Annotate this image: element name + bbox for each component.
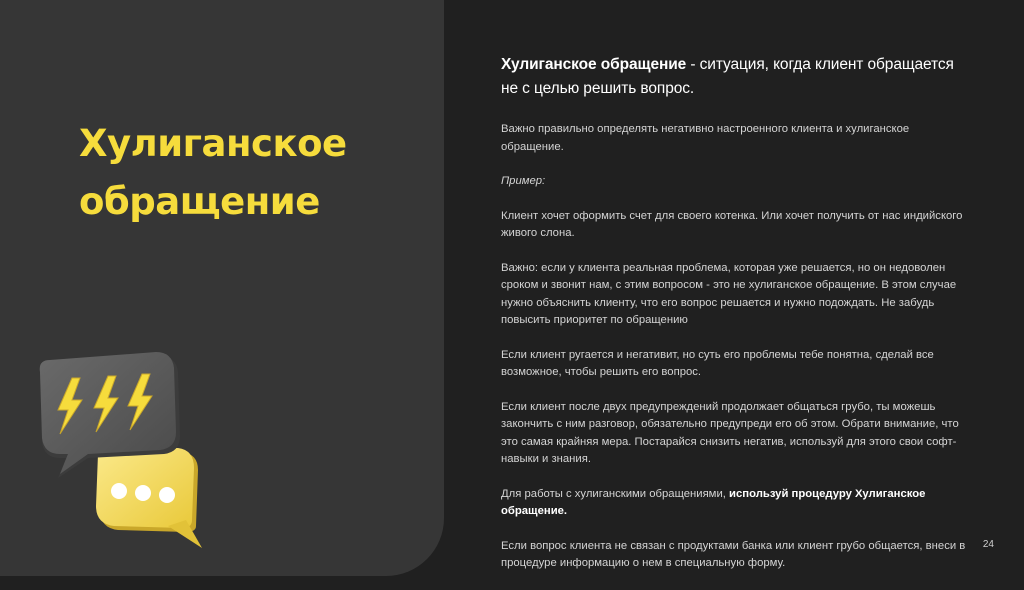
- chat-bubbles-lightning-icon: [36, 350, 206, 550]
- slide-title: [79, 115, 347, 231]
- paragraph-important-note: Важно: если у клиента реальная проблема, которая уже решается, но он недоволен сроком и звонит нам, с этим вопросом - это не хулиганское обращение. В этом случае нужно объяснить клиенту, что его вопрос решается и нужно подождать. Не забудь повысить приоритет по обращению: [501, 261, 957, 326]
- page-number: 24: [982, 539, 994, 550]
- paragraph-negative-client: Если клиент ругается и негативит, но суть его проблемы тебе понятна, сделай все возможное, чтобы решить его вопрос.: [501, 348, 934, 378]
- procedure-link-text: используй процедуру Хулиганское обращение.: [501, 487, 926, 517]
- definition-lead: [501, 53, 971, 101]
- paragraph-procedure: [501, 486, 971, 521]
- procedure-text: Для работы с хулиганскими обращениями,: [501, 487, 730, 500]
- paragraph-example-label: Пример:: [501, 175, 546, 187]
- main-content: [501, 53, 971, 590]
- paragraph-example: Клиент хочет оформить счет для своего котенка. Или хочет получить от нас индийского живого слона.: [501, 209, 963, 239]
- definition-text: - ситуация, когда клиент обращается не с целью решить вопрос.: [501, 56, 954, 97]
- slide-title-line-2: обращение: [79, 180, 320, 223]
- slide-title-line-1: Хулиганское: [79, 122, 347, 165]
- paragraph-importance: Важно правильно определять негативно настроенного клиента и хулиганское обращение.: [501, 123, 910, 153]
- definition-term: Хулиганское обращение: [501, 56, 687, 73]
- paragraph-warnings: Если клиент после двух предупреждений продолжает общаться грубо, ты можешь закончить с ним разговор, обязательно предупреди его об этом. Обрати внимание, что это самая крайняя мера. Постарайся снизить негатив, используй для этого свои софт-навыки и знания.: [501, 400, 959, 465]
- paragraph-form: Если вопрос клиента не связан с продуктами банка или клиент грубо общается, внеси в процедуре информацию о нем в специальную форму.: [501, 539, 966, 569]
